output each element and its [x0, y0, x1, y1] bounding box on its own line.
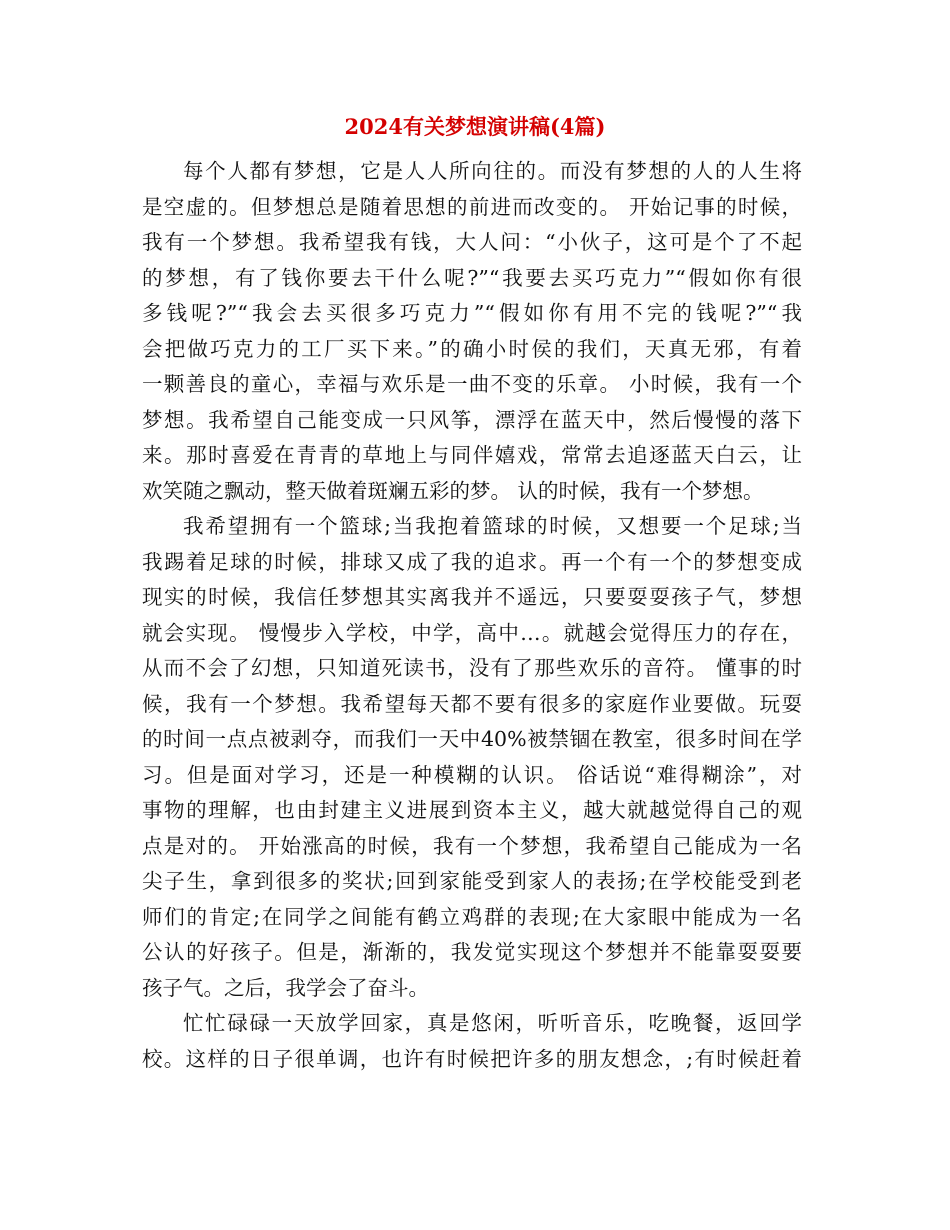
text-line: 现实的时候，我信任梦想其实离我并不遥远，只要耍耍孩子气，梦想	[142, 585, 802, 609]
text-line: 梦想。我希望自己能变成一只风筝，漂浮在蓝天中，然后慢慢的落下	[142, 407, 802, 432]
text-line: 的梦想，有了钱你要去干什么呢?”“我要去买巧克力”“假如你有很	[142, 265, 802, 290]
text-line: 点是对的。 开始涨高的时候，我有一个梦想，我希望自己能成为一名	[142, 833, 802, 858]
text-line: 来。那时喜爱在青青的草地上与同伴嬉戏，常常去追逐蓝天白云，让	[142, 443, 802, 467]
text-line: 忙忙碌碌一天放学回家，真是悠闲，听听音乐，吃晚餐，返回学	[183, 1011, 802, 1035]
text-line: 会把做巧克力的工厂买下来。”的确小时侯的我们，天真无邪，有着	[142, 336, 802, 361]
paragraph-1	[142, 154, 802, 509]
text-line: 习。但是面对学习，还是一种模糊的认识。 俗话说“难得糊涂”，对	[142, 762, 802, 787]
text-line: 候，我有一个梦想。我希望每天都不要有很多的家庭作业要做。玩耍	[142, 691, 802, 716]
paragraph-3	[142, 1006, 802, 1077]
text-line: 公认的好孩子。但是，渐渐的，我发觉实现这个梦想并不能靠耍耍要	[142, 940, 802, 964]
text-line: 从而不会了幻想，只知道死读书，没有了那些欢乐的音符。 懂事的时	[142, 656, 802, 680]
text-line: 我有一个梦想。我希望我有钱，大人问：“小伙子，这可是个了不起	[142, 230, 802, 254]
text-line: 就会实现。 慢慢步入学校，中学，高中…。就越会觉得压力的存在，	[142, 620, 802, 645]
text-line: 是空虚的。但梦想总是随着思想的前进而改变的。 开始记事的时候，	[142, 194, 802, 219]
paragraph-2	[142, 509, 802, 1006]
document-title: 2024有关梦想演讲稿(4篇)	[344, 114, 606, 139]
text-line: 我踢着足球的时候，排球又成了我的追求。再一个有一个的梦想变成	[142, 549, 802, 574]
text-line: 多钱呢?”“我会去买很多巧克力”“假如你有用不完的钱呢?”“我	[142, 301, 802, 325]
text-line: 每个人都有梦想，它是人人所向往的。而没有梦想的人的人生将	[183, 159, 802, 183]
text-line: 我希望拥有一个篮球;当我抱着篮球的时候，又想要一个足球;当	[183, 514, 802, 538]
text-line: 尖子生，拿到很多的奖状;回到家能受到家人的表扬;在学校能受到老	[142, 869, 802, 893]
text-line: 师们的肯定;在同学之间能有鹤立鸡群的表现;在大家眼中能成为一名	[142, 904, 802, 929]
text-line: 校。这样的日子很单调，也许有时候把许多的朋友想念，;有时候赶着	[142, 1046, 802, 1071]
text-line: 欢笑随之飘动，整天做着斑斓五彩的梦。 认的时候，我有一个梦想。	[142, 478, 764, 503]
text-line: 一颗善良的童心，幸福与欢乐是一曲不变的乐章。 小时候，我有一个	[142, 372, 802, 396]
document-body	[142, 154, 802, 1077]
text-line: 孩子气。之后，我学会了奋斗。	[142, 975, 429, 1000]
text-line: 事物的理解，也由封建主义进展到资本主义，越大就越觉得自己的观	[142, 798, 802, 822]
text-line: 的时间一点点被剥夺，而我们一天中40%被禁锢在教室，很多时间在学	[142, 727, 802, 751]
